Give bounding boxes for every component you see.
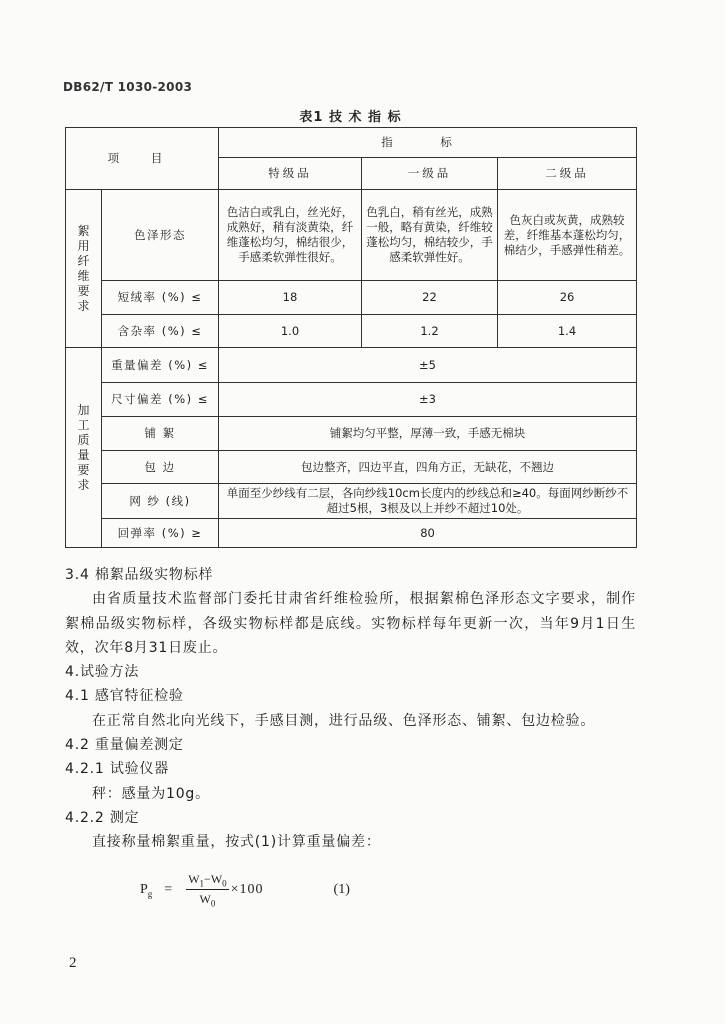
formula-times: ×100 bbox=[230, 882, 264, 898]
row-spreading bbox=[66, 417, 637, 451]
row-short-fiber bbox=[66, 281, 637, 315]
value-color-form-premium: 色洁白或乳白，丝光好，成熟好，稍有淡黄染，纤维蓬松均匀，棉结很少，手感柔软弹性很好。 bbox=[219, 190, 362, 281]
standard-code: DB62/T 1030-2003 bbox=[63, 80, 193, 94]
formula-den: W bbox=[199, 892, 211, 907]
value-weight-deviation: ±5 bbox=[219, 348, 637, 383]
row-edging bbox=[66, 451, 637, 484]
formula-equals: = bbox=[164, 882, 173, 898]
value-edging: 包边整齐，四边平直，四角方正，无缺花，不翘边 bbox=[219, 451, 637, 484]
header-grade-second: 二级品 bbox=[498, 158, 637, 190]
value-color-form-second: 色灰白或灰黄，成熟较差，纤维基本蓬松均匀，棉结少，手感弹性稍差。 bbox=[498, 190, 637, 281]
row-weight-deviation bbox=[66, 348, 637, 383]
formula-numerator bbox=[186, 872, 228, 890]
table-title: 表1 技 术 指 标 bbox=[299, 110, 402, 125]
value-impurity-first: 1.2 bbox=[362, 315, 498, 348]
heading-4-1: 4.1 感官特征检验 bbox=[65, 688, 184, 705]
technical-spec-table bbox=[65, 127, 637, 548]
value-short-fiber-second: 26 bbox=[498, 281, 637, 315]
header-index: 指 标 bbox=[219, 128, 637, 158]
header-item: 项 目 bbox=[66, 128, 219, 190]
row-impurity bbox=[66, 315, 637, 348]
value-color-form-first: 色乳白，稍有丝光，成熟一般，略有黄染，纤维较蓬松均匀，棉结较少，手感柔软弹性好。 bbox=[362, 190, 498, 281]
value-short-fiber-premium: 18 bbox=[219, 281, 362, 315]
table-header-row bbox=[66, 128, 637, 158]
paragraph-3-4: 由省质量技术监督部门委托甘肃省纤维检验所，根据絮棉色泽形态文字要求，制作絮棉品级实物标样，各级实物标样都是底线。实物标样每年更新一次，当年9月1日生效，次年8月31日废止。 bbox=[65, 591, 636, 656]
value-impurity-second: 1.4 bbox=[498, 315, 637, 348]
formula-num-a-sub: 1 bbox=[199, 878, 205, 889]
paragraph-4-2-2: 直接称量棉絮重量，按式(1)计算重量偏差： bbox=[92, 834, 381, 851]
item-spreading: 铺 絮 bbox=[102, 417, 219, 451]
item-size-deviation: 尺寸偏差 (%) ≤ bbox=[102, 383, 219, 417]
header-grade-premium: 特级品 bbox=[219, 158, 362, 190]
group-processing-label: 加工质量要求 bbox=[77, 402, 90, 492]
heading-3-4: 3.4 棉絮品级实物标样 bbox=[65, 567, 214, 583]
item-net-yarn: 网 纱 (线) bbox=[102, 484, 219, 519]
formula-symbol-letter: P bbox=[140, 881, 148, 897]
formula-den-sub: 0 bbox=[210, 898, 216, 909]
formula-symbol-sub: g bbox=[147, 888, 153, 899]
header-grade-first: 一级品 bbox=[362, 158, 498, 190]
group-fiber-label: 絮用纤维要求 bbox=[77, 223, 90, 313]
item-color-form: 色泽形态 bbox=[102, 190, 219, 281]
value-spreading: 铺絮均匀平整，厚薄一致，手感无棉块 bbox=[219, 417, 637, 451]
heading-4-2-2: 4.2.2 测定 bbox=[65, 809, 140, 826]
value-impurity-premium: 1.0 bbox=[219, 315, 362, 348]
item-weight-deviation: 重量偏差 (%) ≤ bbox=[102, 348, 219, 383]
formula-num-b-sub: 0 bbox=[222, 878, 227, 889]
heading-4: 4.试验方法 bbox=[65, 664, 140, 681]
value-rebound: 80 bbox=[219, 519, 637, 548]
body-text bbox=[65, 563, 636, 855]
value-net-yarn: 单面至少纱线有二层，各向纱线10cm长度内的纱线总和≥40。每面网纱断纱不超过5根，3根及以上并纱不超过10处。 bbox=[219, 484, 637, 519]
group-fiber bbox=[66, 190, 102, 348]
value-short-fiber-first: 22 bbox=[362, 281, 498, 315]
formula-minus: − bbox=[204, 872, 211, 886]
formula-number: (1) bbox=[333, 882, 350, 898]
formula-num-b: W bbox=[210, 872, 223, 886]
heading-4-2: 4.2 重量偏差测定 bbox=[65, 737, 184, 754]
formula-fraction bbox=[186, 872, 228, 909]
item-short-fiber: 短绒率 (%) ≤ bbox=[102, 281, 219, 315]
row-color-form bbox=[66, 190, 637, 281]
formula-denominator bbox=[200, 890, 216, 908]
group-processing bbox=[66, 348, 102, 548]
paragraph-4-2-1: 秤：感量为10g。 bbox=[92, 785, 210, 802]
formula-num-a: W bbox=[188, 872, 200, 886]
heading-4-2-1: 4.2.1 试验仪器 bbox=[65, 761, 170, 778]
item-edging: 包 边 bbox=[102, 451, 219, 484]
paragraph-4-1: 在正常自然北向光线下，手感目测，进行品级、色泽形态、铺絮、包边检验。 bbox=[92, 712, 596, 729]
formula-symbol bbox=[140, 882, 152, 899]
weight-deviation-formula bbox=[140, 872, 350, 909]
page-number: 2 bbox=[69, 955, 77, 971]
item-impurity: 含杂率 (%) ≤ bbox=[102, 315, 219, 348]
item-rebound: 回弹率 (%) ≥ bbox=[102, 519, 219, 548]
row-rebound bbox=[66, 519, 637, 548]
row-net-yarn bbox=[66, 484, 637, 519]
row-size-deviation bbox=[66, 383, 637, 417]
value-size-deviation: ±3 bbox=[219, 383, 637, 417]
